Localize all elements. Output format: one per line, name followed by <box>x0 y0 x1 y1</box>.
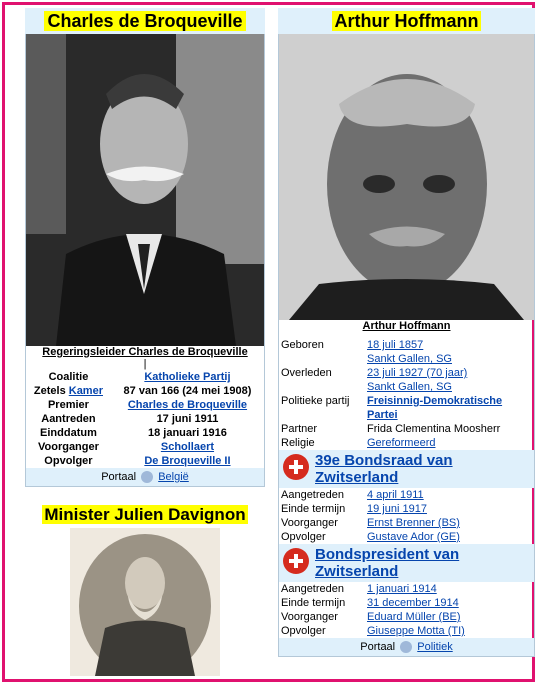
table-row <box>26 426 264 440</box>
row-label: Partner <box>281 423 318 435</box>
kamer-link[interactable]: Kamer <box>68 385 103 397</box>
row-label: Aangetreden <box>281 583 344 595</box>
row-label: Opvolger <box>281 625 326 637</box>
infobox-header <box>25 8 265 34</box>
photo-caption[interactable]: Arthur Hoffmann <box>362 320 451 332</box>
infobox-title: Arthur Hoffmann <box>332 11 482 31</box>
row-label: Aangetreden <box>281 489 344 501</box>
table-row <box>279 502 534 516</box>
table-row <box>279 582 534 596</box>
row-label: Opvolger <box>281 531 326 543</box>
table-row <box>279 436 534 450</box>
overleden-date-link[interactable]: 23 juli 1927 (70 jaar) <box>367 367 468 379</box>
table-row <box>279 596 534 610</box>
row-label: Voorganger <box>281 517 338 529</box>
swiss-flag-icon <box>283 548 309 574</box>
table-row <box>279 516 534 530</box>
voorganger-link[interactable]: Schollaert <box>160 441 215 453</box>
party-link[interactable]: Freisinnig-Demokratische <box>367 395 503 407</box>
portrait-photo-hoffmann[interactable] <box>279 34 534 320</box>
row-value-link[interactable]: 4 april 1911 <box>367 489 424 501</box>
row-label: Aantreden <box>41 413 96 425</box>
swiss-flag-icon <box>283 454 309 480</box>
row-label: Einde termijn <box>281 597 346 609</box>
row-label: Overleden <box>281 367 332 379</box>
portrait-photo-davignon[interactable] <box>70 528 220 676</box>
photo-caption[interactable]: Regeringsleider Charles de Broqueville <box>42 346 248 358</box>
row-value-link[interactable]: Gustave Ador (GE) <box>367 531 460 543</box>
table-row <box>279 488 534 502</box>
aantreden-value: 17 juni 1911 <box>156 413 219 425</box>
section-bondspresident <box>279 544 534 582</box>
portal-label: Portaal <box>360 641 396 653</box>
row-label: Zetels <box>33 385 66 397</box>
caption-divider: | <box>143 358 147 370</box>
portal-belgie-link[interactable]: België <box>158 471 189 483</box>
table-row <box>26 384 264 398</box>
table-row <box>279 366 534 394</box>
row-value-link[interactable]: Ernst Brenner (BS) <box>367 517 460 529</box>
portal-icon <box>400 641 412 653</box>
table-row <box>26 398 264 412</box>
table-row <box>279 624 534 638</box>
row-label: Geboren <box>281 339 324 351</box>
row-label: Coalitie <box>48 371 89 383</box>
row-value-link[interactable]: 31 december 1914 <box>367 597 459 609</box>
bio-table <box>279 338 534 450</box>
zetels-value: 87 van 166 (24 mei 1908) <box>123 385 252 397</box>
row-label: Politieke partij <box>281 395 350 407</box>
infobox-hoffmann <box>278 8 535 657</box>
row-label: Voorganger <box>37 441 99 453</box>
infobox-header <box>278 8 535 34</box>
party-link-cont[interactable]: Partei <box>367 409 398 421</box>
table-row <box>26 370 264 384</box>
coalitie-link[interactable]: Katholieke Partij <box>144 371 231 383</box>
table-row <box>279 338 534 366</box>
minister-header <box>25 505 265 525</box>
portal-bar <box>26 468 264 486</box>
table-row <box>279 394 534 422</box>
infobox-broqueville <box>25 8 265 487</box>
row-value-link[interactable]: Giuseppe Motta (TI) <box>367 625 465 637</box>
table-row <box>26 412 264 426</box>
section-title[interactable]: 39e Bondsraad van Zwitserland <box>315 452 453 486</box>
row-label: Opvolger <box>44 455 93 467</box>
minister-title: Minister Julien Davignon <box>44 505 246 524</box>
bondspresident-table <box>279 582 534 638</box>
geboren-date-link[interactable]: 18 juli 1857 <box>367 339 424 351</box>
portrait-photo-broqueville[interactable] <box>26 34 264 346</box>
bondsraad-table <box>279 488 534 544</box>
overleden-place-link[interactable]: Sankt Gallen, SG <box>367 381 452 393</box>
row-value-link[interactable]: 19 juni 1917 <box>367 503 427 515</box>
table-row <box>26 454 264 468</box>
row-label: Voorganger <box>281 611 338 623</box>
portal-bar <box>279 638 534 656</box>
row-value-link[interactable]: Eduard Müller (BE) <box>367 611 461 623</box>
row-value-link[interactable]: 1 januari 1914 <box>367 583 437 595</box>
portal-icon <box>141 471 153 483</box>
table-row <box>279 610 534 624</box>
portal-politiek-link[interactable]: Politiek <box>417 641 453 653</box>
partner-value: Frida Clementina Moosherr <box>367 423 501 435</box>
table-row <box>279 422 534 436</box>
table-row <box>279 530 534 544</box>
einddatum-value: 18 januari 1916 <box>148 427 227 439</box>
religie-link[interactable]: Gereformeerd <box>367 437 436 449</box>
premier-link[interactable]: Charles de Broqueville <box>127 399 248 411</box>
table-row <box>26 440 264 454</box>
infobox-title: Charles de Broqueville <box>44 11 245 31</box>
row-label: Einddatum <box>40 427 97 439</box>
cabinet-table <box>26 370 264 468</box>
opvolger-link[interactable]: De Broqueville II <box>144 455 231 467</box>
row-label: Einde termijn <box>281 503 346 515</box>
row-label: Premier <box>47 399 89 411</box>
portal-label: Portaal <box>101 471 137 483</box>
geboren-place-link[interactable]: Sankt Gallen, SG <box>367 353 452 365</box>
row-label: Religie <box>281 437 315 449</box>
section-title[interactable]: Bondspresident van Zwitserland <box>315 546 460 580</box>
section-bondsraad <box>279 450 534 488</box>
